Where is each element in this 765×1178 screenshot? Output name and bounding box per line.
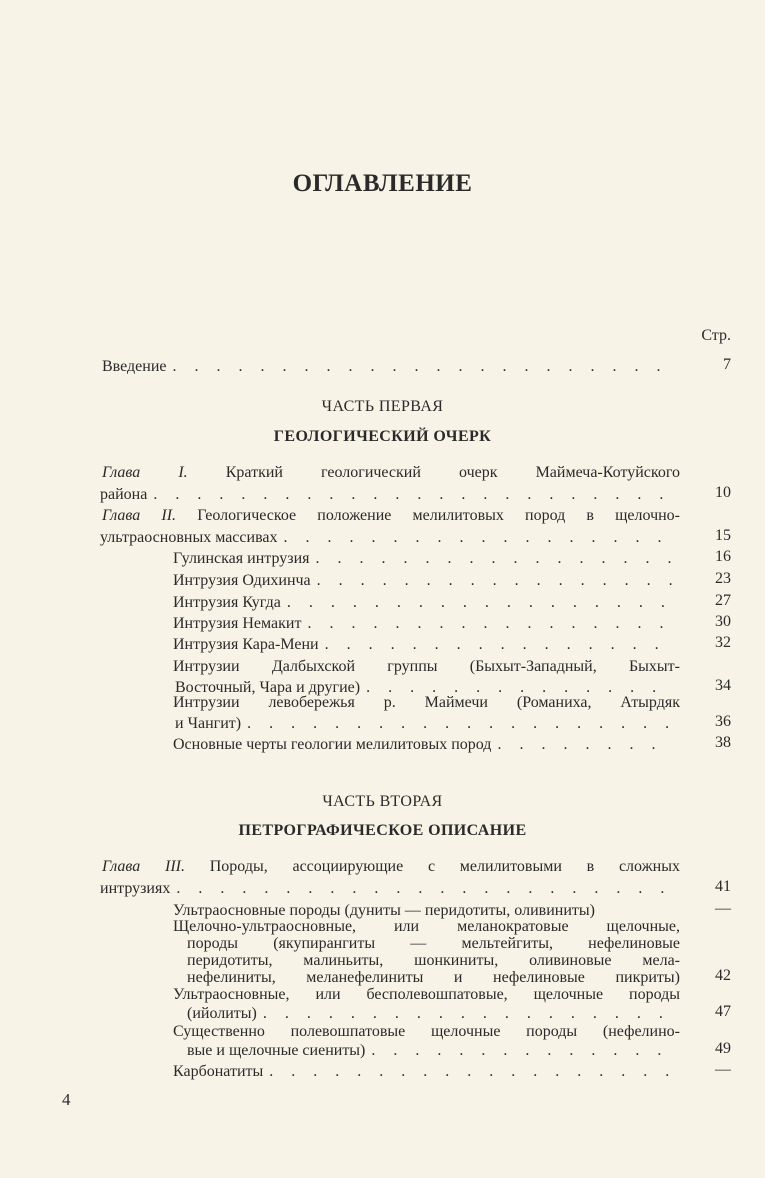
toc-page-number: 42 — [715, 967, 731, 984]
leader-dots — [315, 548, 674, 569]
toc-entry-label: Интрузия Одихинча — [173, 572, 311, 589]
leader-dots — [176, 878, 674, 899]
toc-entry-line2: породы (якупирангиты — мельтейгиты, нефелиновые — [187, 935, 680, 952]
chapter-title-line2: интрузиях — [100, 880, 171, 897]
chapter-prefix: Глава I. — [102, 464, 188, 481]
toc-entry-label: Интрузия Немакит — [173, 615, 302, 632]
toc-entry-nemakit[interactable] — [173, 613, 680, 634]
chapter-title-line1: Геологическое положение мелилитовых пород в щелочно- — [197, 507, 681, 524]
toc-entry-polevoshpatovye[interactable] — [173, 1021, 680, 1061]
toc-entry-intro[interactable] — [102, 356, 680, 377]
toc-page-number: 41 — [715, 878, 731, 895]
toc-page-number: — — [715, 1061, 731, 1078]
toc-entry-line4: нефелиниты, меланефелиниты и нефелиновые пикриты) — [187, 969, 680, 986]
toc-entry-line2: и Чангит) — [175, 715, 242, 732]
part-two-subtitle: ПЕТРОГРАФИЧЕСКОЕ ОПИСАНИЕ — [238, 822, 527, 839]
toc-entry-label: Карбонатиты — [173, 1063, 264, 1080]
toc-entry-line1: Интрузии Далбыхской группы (Быхыт-Западный, Быхыт- — [173, 658, 680, 675]
toc-entry-line2: вые и щелочные сиениты) — [187, 1042, 366, 1059]
leader-dots — [247, 713, 674, 734]
chapter-title-line2: ультраосновных массивах — [100, 529, 278, 546]
chapter-title-line1: Краткий геологический очерк Маймеча-Котуйского — [225, 464, 680, 481]
toc-entry-line2: (ийолиты) — [187, 1005, 257, 1022]
toc-entry-label: Введение — [102, 358, 167, 375]
chapter-title-line2: района — [100, 486, 148, 503]
toc-page-number: 16 — [715, 548, 731, 565]
toc-page-number: 32 — [715, 634, 731, 651]
part-one-title: ЧАСТЬ ПЕРВАЯ — [321, 398, 444, 415]
toc-page-number: 36 — [715, 713, 731, 730]
leader-dots — [325, 634, 674, 655]
page-number: 4 — [62, 1090, 71, 1109]
toc-entry-line1: Существенно полевошпатовые щелочные породы (нефелино- — [173, 1023, 680, 1040]
toc-entry-chapter-3[interactable] — [102, 856, 680, 899]
toc-page-number: 49 — [715, 1040, 731, 1057]
part-two-title: ЧАСТЬ ВТОРАЯ — [322, 793, 443, 810]
toc-entry-label: Ультраосновные породы (дуниты — перидотиты, оливиниты) — [173, 902, 595, 919]
toc-page-number: 47 — [715, 1003, 731, 1020]
toc-page-number: 15 — [715, 527, 731, 544]
toc-page-number: 7 — [723, 356, 731, 373]
toc-page-number: 38 — [715, 734, 731, 751]
toc-entry-kugda[interactable] — [173, 592, 680, 613]
leader-dots — [317, 570, 674, 591]
toc-entry-shchelochno-ultraosnovnye[interactable] — [173, 916, 680, 988]
toc-page-number: 34 — [715, 677, 731, 694]
toc-entry-kara-meni[interactable] — [173, 634, 680, 655]
leader-dots — [269, 1061, 674, 1082]
leader-dots — [307, 613, 674, 634]
toc-entry-line3: перидотиты, малиньиты, шонкиниты, оливиновые мела- — [187, 952, 680, 969]
leader-dots — [153, 484, 674, 505]
toc-entry-line1: Щелочно-ультраосновные, или меланократовые щелочные, — [173, 918, 680, 935]
part-one-subtitle: ГЕОЛОГИЧЕСКИЙ ОЧЕРК — [273, 428, 492, 445]
toc-entry-line2: Восточный, Чара и другие) — [175, 679, 361, 696]
chapter-prefix: Глава II. — [102, 507, 177, 524]
toc-page-number: — — [715, 900, 731, 917]
leader-dots — [497, 734, 674, 755]
toc-page-number: 30 — [715, 613, 731, 630]
toc-entry-label: Интрузия Кара-Мени — [173, 636, 319, 653]
toc-entry-label: Основные черты геологии мелилитовых пород — [173, 736, 492, 753]
toc-entry-odikhincha[interactable] — [173, 570, 680, 591]
toc-entry-label: Интрузия Кугда — [173, 594, 281, 611]
toc-entry-chapter-1[interactable] — [102, 462, 680, 505]
toc-entry-levoberezhye[interactable] — [173, 692, 680, 734]
toc-entry-gulinskaya[interactable] — [173, 548, 680, 569]
toc-entry-karbonatity[interactable] — [173, 1061, 680, 1082]
toc-entry-osnovnye-cherty[interactable] — [173, 734, 680, 755]
leader-dots — [371, 1040, 674, 1061]
page-column-label: Стр. — [701, 327, 731, 344]
page-title: ОГЛАВЛЕНИЕ — [292, 170, 473, 197]
leader-dots — [173, 356, 675, 377]
toc-entry-label: Гулинская интрузия — [173, 550, 310, 567]
toc-entry-chapter-2[interactable] — [102, 505, 680, 548]
leader-dots — [287, 592, 674, 613]
toc-page-number: 27 — [715, 592, 731, 609]
toc-entry-line1: Интрузии левобережья р. Маймечи (Романиха, Атырдяк — [173, 694, 680, 711]
toc-entry-line1: Ультраосновные, или бесполевошпатовые, щелочные породы — [173, 986, 680, 1003]
leader-dots — [284, 527, 674, 548]
toc-page-number: 10 — [715, 484, 731, 501]
toc-entry-bespolevoshpatovye[interactable] — [173, 984, 680, 1024]
toc-page-number: 23 — [715, 570, 731, 587]
chapter-prefix: Глава III. — [102, 858, 185, 875]
chapter-title-line1: Породы, ассоциирующие с мелилитовыми в сложных — [209, 858, 680, 875]
